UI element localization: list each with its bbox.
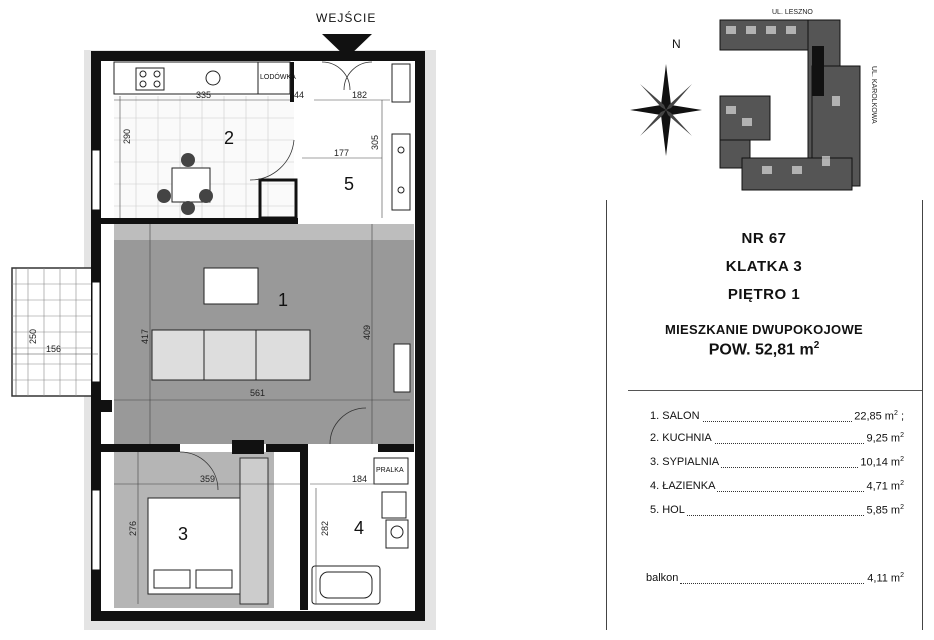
bed	[148, 498, 240, 594]
svg-text:409: 409	[362, 324, 372, 340]
room-row-bedroom: 3. SYPIALNIA 10,14 $m^2$	[650, 456, 904, 469]
svg-text:305: 305	[370, 134, 380, 150]
room-row-bathroom: 4. ŁAZIENKA 4,71 $m^2$	[650, 480, 904, 493]
room-row-balcony: balkon 4,11 $m^2$	[646, 572, 904, 585]
street-karolkowa-label: UL. KAROLKOWA	[870, 66, 877, 124]
bedroom-wardrobe	[240, 458, 268, 604]
fridge-label: LODÓWKA	[260, 74, 296, 81]
compass-rose-icon	[620, 30, 710, 160]
sofa	[152, 330, 310, 380]
svg-text:44: 44	[294, 90, 305, 100]
room-row-salon: 1. SALON 22,85 $m^2$ ;	[650, 410, 904, 423]
room-number-kitchen: 2	[224, 128, 235, 148]
coffee-table	[204, 268, 258, 304]
room-number-hall: 5	[344, 174, 355, 194]
apartment-floor: PIĘTRO 1	[727, 286, 801, 303]
room-number-bedroom: 3	[178, 524, 189, 544]
apartment-area: POW. 52,81 $m^2$	[708, 340, 820, 359]
room-row-kitchen: 2. KUCHNIA 9,25 $m^2$	[650, 432, 904, 445]
room-row-hall: 5. HOL 5,85 $m^2$	[650, 504, 904, 517]
street-leszno-label: UL. LESZNO	[772, 9, 813, 16]
svg-text:417: 417	[140, 328, 150, 344]
entrance-label: WEJŚCIE	[316, 11, 377, 25]
svg-text:282: 282	[320, 520, 330, 536]
svg-text:184: 184	[352, 474, 368, 484]
apartment-type: MIESZKANIE DWUPOKOJOWE	[665, 322, 863, 337]
hall-wardrobe	[392, 64, 410, 210]
apartment-staircase: KLATKA 3	[725, 258, 803, 275]
room-number-salon: 1	[278, 290, 289, 310]
site-plan-map	[712, 6, 892, 196]
room-number-bathroom: 4	[354, 518, 365, 538]
svg-text:561: 561	[250, 388, 266, 398]
apartment-number: NR 67	[741, 230, 787, 247]
divider	[628, 390, 922, 391]
svg-text:290: 290	[122, 128, 132, 144]
svg-text:250: 250	[28, 328, 38, 344]
radiator	[394, 344, 410, 392]
apartment-info-panel	[606, 200, 922, 630]
svg-text:359: 359	[200, 474, 216, 484]
svg-text:276: 276	[128, 520, 138, 536]
balcony	[12, 268, 98, 396]
compass-north-label: N	[672, 37, 682, 51]
svg-text:182: 182	[352, 90, 368, 100]
svg-text:156: 156	[46, 344, 62, 354]
svg-text:335: 335	[196, 90, 212, 100]
washer-label: PRALKA	[376, 467, 404, 474]
svg-text:177: 177	[334, 148, 350, 158]
